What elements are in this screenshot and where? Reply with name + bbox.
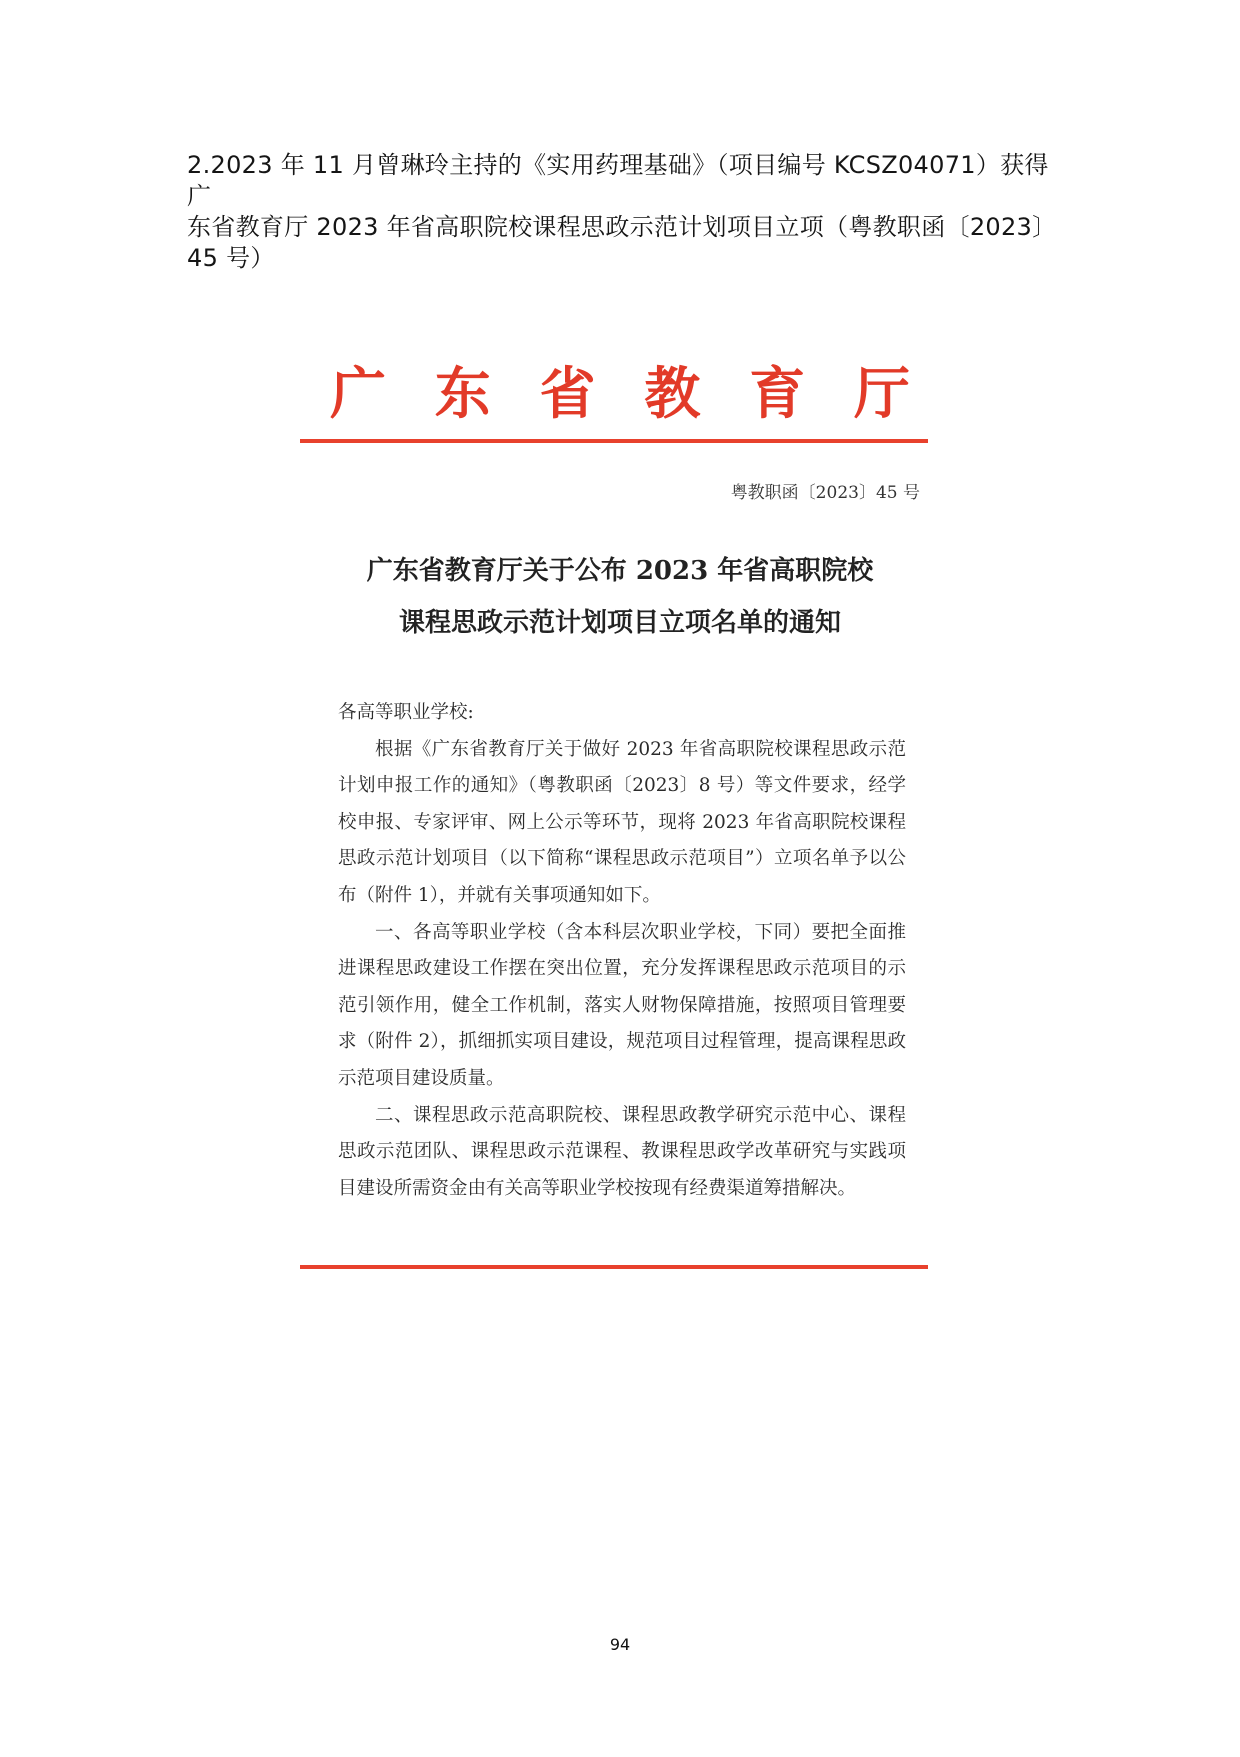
footer-red-rule xyxy=(300,1265,928,1269)
intro-line-1: 2.2023 年 11 月曾琳玲主持的《实用药理基础》（项目编号 KCSZ04071）获得广 xyxy=(187,151,1049,210)
letterhead xyxy=(290,350,950,430)
scanned-notice-document xyxy=(290,350,950,1285)
title-line-1: 广东省教育厅关于公布 2023 年省高职院校 xyxy=(366,556,874,586)
intro-line-2: 东省教育厅 2023 年省高职院校课程思政示范计划项目立项（粤教职函〔2023〕 xyxy=(187,213,1057,241)
page-number: 94 xyxy=(609,1635,631,1654)
letterhead-char: 广 xyxy=(330,361,386,427)
salutation: 各高等职业学校: xyxy=(338,702,474,723)
document-body xyxy=(338,695,906,1207)
letterhead-char: 教 xyxy=(644,361,701,427)
intro-line-3: 45 号） xyxy=(187,244,275,272)
letterhead-red-rule xyxy=(300,439,928,443)
document-number: 粤教职函〔2023〕45 号 xyxy=(730,483,920,503)
document-title xyxy=(290,545,950,649)
body-paragraph-1: 根据《广东省教育厅关于做好 2023 年省高职院校课程思政示范计划申报工作的通知》（粤教职函〔2023〕8 号）等文件要求，经学校申报、专家评审、网上公示等环节，现将 2023 年省高职院校课程思政示范计划项目（以下简称“课程思政示范项目”）立项名单予以公布（附件 1），并就有关事项通知如下。 xyxy=(338,738,906,906)
body-paragraph-3: 二、课程思政示范高职院校、课程思政教学研究示范中心、课程思政示范团队、课程思政示范课程、教课程思政学改革研究与实践项目建设所需资金由有关高等职业学校按现有经费渠道筹措解决。 xyxy=(338,1104,906,1199)
letterhead-char: 东 xyxy=(434,361,491,427)
body-paragraph-2: 一、各高等职业学校（含本科层次职业学校，下同）要把全面推进课程思政建设工作摆在突出位置，充分发挥课程思政示范项目的示范引领作用，健全工作机制，落实人财物保障措施，按照项目管理要求（附件 2），抓细抓实项目建设，规范项目过程管理，提高课程思政示范项目建设质量。 xyxy=(338,921,906,1089)
title-line-2: 课程思政示范计划项目立项名单的通知 xyxy=(398,608,841,638)
letterhead-char: 育 xyxy=(749,361,806,427)
intro-paragraph xyxy=(187,150,1067,274)
letterhead-char: 厅 xyxy=(853,361,910,427)
letterhead-char: 省 xyxy=(539,361,596,427)
